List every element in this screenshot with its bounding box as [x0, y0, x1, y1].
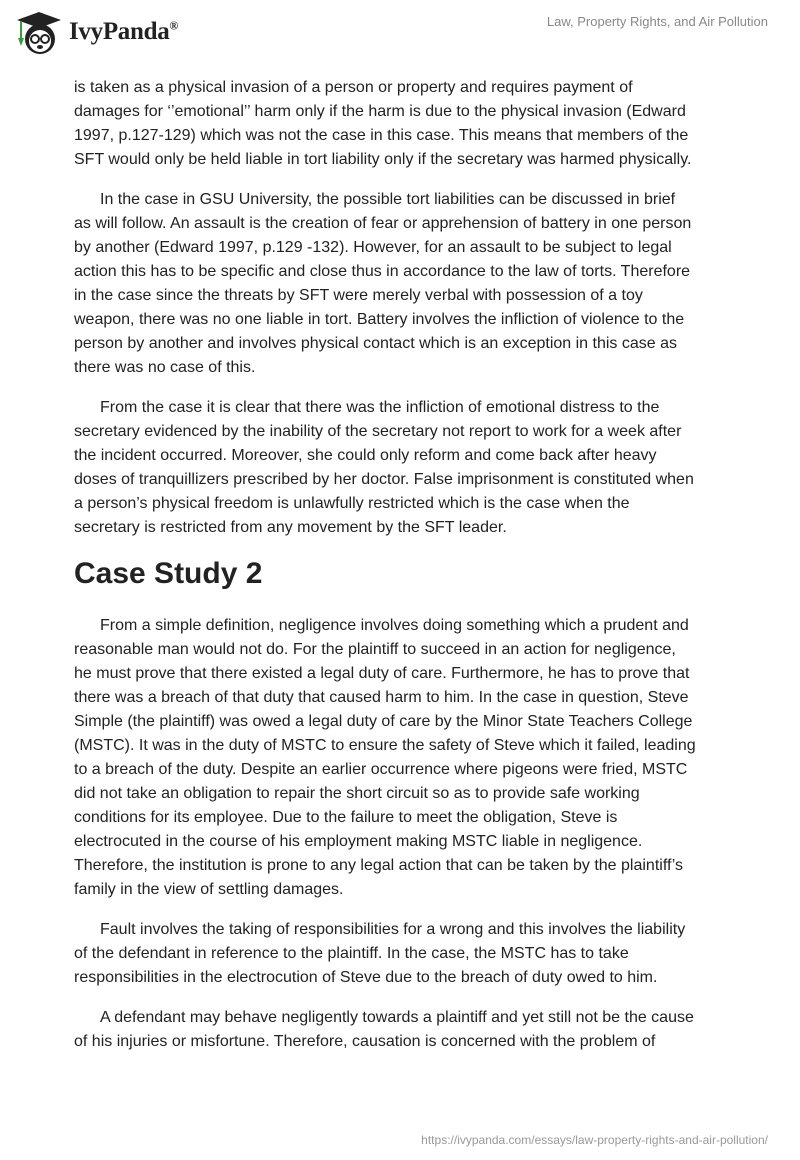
- text-line: In the case in GSU University, the possible tort liabilities can be discussed in brief: [100, 191, 676, 208]
- text-line: SFT would only be held liable in tort liability only if the secretary was harmed physically.: [74, 151, 692, 168]
- text-line: secretary evidenced by the inability of the secretary not report to work for a week after: [74, 423, 682, 440]
- text-line: there was no case of this.: [74, 359, 256, 376]
- paragraph: [74, 188, 754, 380]
- text-line: secretary is restricted from any movement by the SFT leader.: [74, 519, 507, 536]
- text-line: of the defendant in reference to the plaintiff. In the case, the MSTC has to take: [74, 945, 629, 962]
- text-line: weapon, there was no one liable in tort. Battery involves the infliction of violence to the: [74, 311, 685, 328]
- text-line: did not take an obligation to repair the short circuit so as to provide safe working: [74, 785, 640, 802]
- text-line: reasonable man would not do. For the plaintiff to succeed in an action for negligence,: [74, 641, 676, 658]
- ivypanda-logo[interactable]: [13, 8, 178, 56]
- paragraph: [74, 396, 754, 540]
- source-url-link[interactable]: https://ivypanda.com/essays/law-property-rights-and-air-pollution/: [421, 1133, 768, 1147]
- text-line: of his injuries or misfortune. Therefore, causation is concerned with the problem of: [74, 1033, 656, 1050]
- paragraph: [74, 614, 754, 902]
- text-line: Fault involves the taking of responsibilities for a wrong and this involves the liability: [100, 921, 686, 938]
- text-line: Simple (the plaintiff) was owed a legal duty of care by the Minor State Teachers College: [74, 713, 693, 730]
- text-line: From a simple definition, negligence involves doing something which a prudent and: [100, 617, 689, 634]
- text-line: A defendant may behave negligently towards a plaintiff and yet still not be the cause: [100, 1009, 694, 1026]
- paragraph: [74, 1006, 754, 1054]
- registered-mark: ®: [169, 18, 179, 33]
- paragraph: [74, 918, 754, 990]
- brand-name: IvyPanda: [69, 18, 170, 45]
- text-line: the incident occurred. Moreover, she could only reform and come back after heavy: [74, 447, 657, 464]
- text-line: damages for ‘’emotional’’ harm only if the harm is due to the physical invasion (Edward: [74, 103, 686, 120]
- text-line: From the case it is clear that there was the infliction of emotional distress to the: [100, 399, 660, 416]
- text-line: 1997, p.127-129) which was not the case in this case. This means that members of the: [74, 127, 689, 144]
- text-line: doses of tranquillizers prescribed by her doctor. False imprisonment is constituted when: [74, 471, 694, 488]
- paragraph: [74, 76, 754, 172]
- text-line: conditions for its employee. Due to the failure to meet the obligation, Steve is: [74, 809, 618, 826]
- text-line: action this has to be specific and close thus in accordance to the law of torts. Therefore: [74, 263, 691, 280]
- text-line: (MSTC). It was in the duty of MSTC to ensure the safety of Steve which it failed, leading: [74, 737, 696, 754]
- essay-body: [74, 76, 754, 1070]
- text-line: as will follow. An assault is the creation of fear or apprehension of battery in one person: [74, 215, 692, 232]
- text-line: Therefore, the institution is prone to any legal action that can be taken by the plaintiff’s: [74, 857, 683, 874]
- text-line: in the case since the threats by SFT were merely verbal with possession of a toy: [74, 287, 643, 304]
- text-line: family in the view of settling damages.: [74, 881, 344, 898]
- text-line: electrocuted in the course of his employment making MSTC liable in negligence.: [74, 833, 643, 850]
- text-line: person by another and involves physical contact which is an exception in this case as: [74, 335, 678, 352]
- text-line: is taken as a physical invasion of a person or property and requires payment of: [74, 79, 633, 96]
- text-line: he must prove that there existed a legal duty of care. Furthermore, he has to prove that: [74, 665, 690, 682]
- document-title: Law, Property Rights, and Air Pollution: [546, 14, 768, 29]
- text-line: a person’s physical freedom is unlawfully restricted which is the case when the: [74, 495, 630, 512]
- text-line: to a breach of the duty. Despite an earlier occurrence where pigeons were fried, MSTC: [74, 761, 688, 778]
- text-line: responsibilities in the electrocution of Steve due to the breach of duty owed to him.: [74, 969, 658, 986]
- text-line: by another (Edward 1997, p.129 -132). However, for an assault to be subject to legal: [74, 239, 672, 256]
- section-heading: Case Study 2: [74, 557, 263, 590]
- panda-graduate-icon: [13, 8, 63, 56]
- text-line: there was a breach of that duty that caused harm to him. In the case in question, Steve: [74, 689, 689, 706]
